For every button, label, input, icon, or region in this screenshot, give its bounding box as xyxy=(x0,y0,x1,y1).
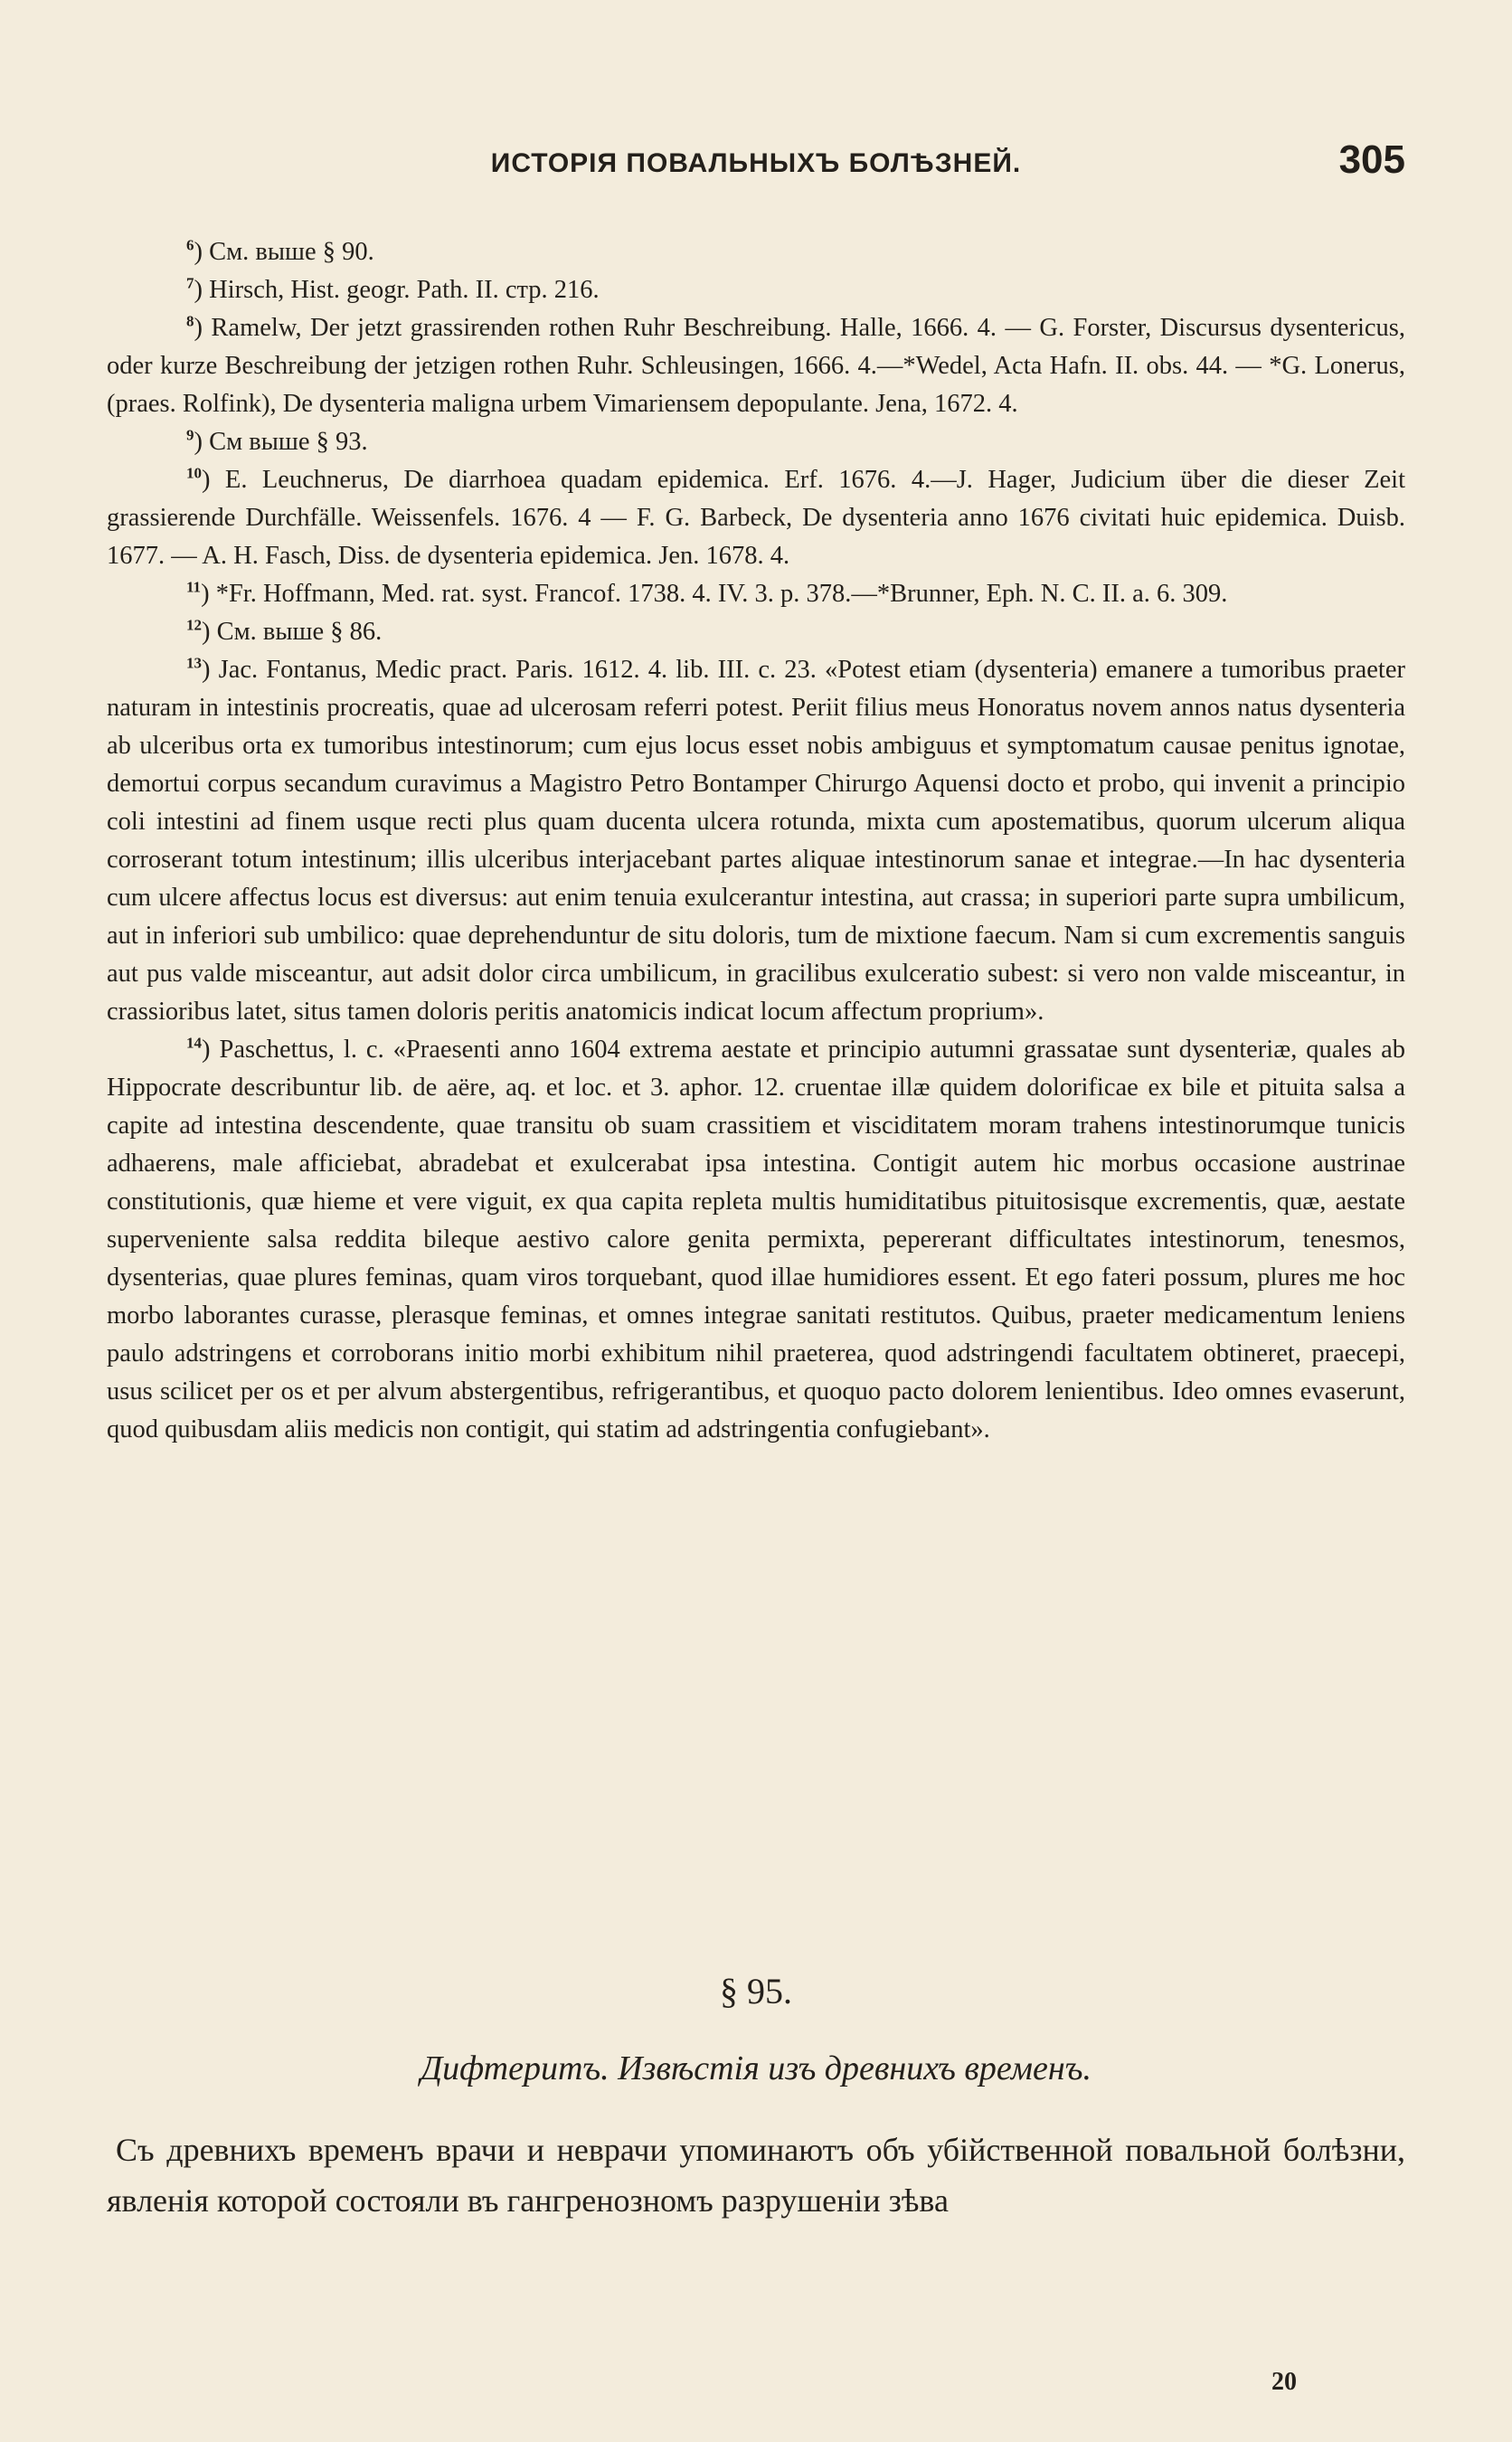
footnote-number: 9 xyxy=(186,426,194,444)
page-number: 305 xyxy=(1338,137,1405,182)
footnotes xyxy=(107,233,1405,1449)
footnote: $^{10}$) E. Leuchnerus, De diarrhoea quadam epidemica. Erf. 1676. 4.—J. Hager, Judicium über die dieser Zeit grassierende Durchfälle. Weissenfels. 1676. 4 — F. G. Barbeck, De dysenteria anno 1676 civitati huic epidemica. Duisb. 1677. — A. H. Fasch, Diss. de dysenteria epidemica. Jen. 1678. 4. xyxy=(107,464,1405,570)
signature-mark: 20 xyxy=(1271,2368,1297,2396)
footnote: $^{11}$) *Fr. Hoffmann, Med. rat. syst. Francof. 1738. 4. IV. 3. p. 378.—*Brunner, Eph. N. C. II. a. 6. 309. xyxy=(186,578,1228,608)
footnote-text: *Fr. Hoffmann, Med. rat. syst. Francof. 1738. 4. IV. 3. p. 378.—*Brunner, Eph. N. C. II. a. 6. 309. xyxy=(215,580,1228,608)
footnote-number: 10 xyxy=(186,464,202,482)
footnote: $^{12}$) См. выше § 86. xyxy=(186,616,383,646)
footnote: $^6$) См. выше § 90. xyxy=(186,236,374,266)
running-head: ИСТОРІЯ ПОВАЛЬНЫХЪ БОЛѢЗНЕЙ. xyxy=(490,148,1022,178)
footnote-text: См. выше § 90. xyxy=(209,238,374,266)
section-95 xyxy=(107,1970,1405,2226)
footnote: $^{14}$) Paschettus, l. c. «Praesenti anno 1604 extrema aestate et principio autumni grassatae sunt dysenteriæ, quales ab Hippocrate describuntur lib. de aëre, aq. et loc. et 3. aphor. 12. cruentae illæ quidem dolorificae ex bile et pituita salsa a capite ad intestina descendente, quae transitu ob suam crassitiem et visciditatem moram trahens intestinorumque tunicis adhaerens, male afficiebat, abradebat et exulcerabat ipsa intestina. Contigit autem hic morbus occasione austrinae constitutionis, quæ hieme et vere viguit, ex qua capita repleta multis humiditatibus pituitosisque excrementis, quæ, aestate superveniente salsa reddita bileque aestivo calore genita permixta, pepererant difficultates intestinorum, tenesmos, dysenterias, quae plures feminas, quam viros torquebant, quod illae humidiores essent. Et ego fateri possum, plures me hoc morbo laborantes curasse, plerasque feminas, et omnes integrae sanitati restitutos. Quibus, praeter medicamentum leniens paulo adstringens et corroborans initio morbi exhibitum nihil praeterea, quod adstringendi facultatem obtineret, praecepi, usus scilicet per os et per alvum abstergentibus, refrigerantibus, et quoquo pacto dolorem lenientibus. Ideo omnes evaserunt, quod quibusdam aliis medicis non contigit, qui statim ad adstringentia confugiebant». xyxy=(107,1034,1405,1443)
footnote-number: 8 xyxy=(186,312,194,330)
footnote-text: E. Leuchnerus, De diarrhoea quadam epidemica. Erf. 1676. 4.—J. Hager, Judicium über die dieser Zeit grassierende Durchfälle. Weissenfels. 1676. 4 — F. G. Barbeck, De dysenteria anno 1676 civitati huic epidemica. Duisb. 1677. — A. H. Fasch, Diss. de dysenteria epidemica. Jen. 1678. 4. xyxy=(107,466,1405,570)
footnote-number: 14 xyxy=(186,1034,202,1052)
footnote: $^9$) См выше § 93. xyxy=(186,426,368,456)
footnote-number: 12 xyxy=(186,616,202,634)
section-body: Съ древнихъ временъ врачи и неврачи упоминаютъ объ убійственной повальной болѣзни, явленія которой состояли въ гангренозномъ разрушеніи зѣва xyxy=(107,2132,1405,2219)
footnote-text: См. выше § 86. xyxy=(216,618,383,646)
footnote-text: Paschettus, l. c. «Praesenti anno 1604 extrema aestate et principio autumni grassatae sunt dysenteriæ, quales ab Hippocrate describuntur lib. de aëre, aq. et loc. et 3. aphor. 12. cruentae illæ quidem dolorificae ex bile et pituita salsa a capite ad intestina descendente, quae transitu ob suam crassitiem et visciditatem moram trahens intestinorumque tunicis adhaerens, male afficiebat, abradebat et exulcerabat ipsa intestina. Contigit autem hic morbus occasione austrinae constitutionis, quæ hieme et vere viguit, ex qua capita repleta multis humiditatibus pituitosisque excrementis, quæ, aestate superveniente salsa reddita bileque aestivo calore genita permixta, pepererant difficultates intestinorum, tenesmos, dysenterias, quae plures feminas, quam viros torquebant, quod illae humidiores essent. Et ego fateri possum, plures me hoc morbo laborantes curasse, plerasque feminas, et omnes integrae sanitati restitutos. Quibus, praeter medicamentum leniens paulo adstringens et corroborans initio morbi exhibitum nihil praeterea, quod adstringendi facultatem obtineret, praecepi, usus scilicet per os et per alvum abstergentibus, refrigerantibus, et quoquo pacto dolorem lenientibus. Ideo omnes evaserunt, quod quibusdam aliis medicis non contigit, qui statim ad adstringentia confugiebant». xyxy=(107,1036,1405,1443)
footnote-number: 13 xyxy=(186,654,202,672)
footnote-text: Jac. Fontanus, Medic pract. Paris. 1612. 4. lib. III. c. 23. «Potest etiam (dysenteria) emanere a tumoribus praeter naturam in intestinis procreatis, quae ad ulcerosam referri potest. Periit filius meus Honoratus novem annos natus dysenteria ab ulceribus orta ex tumoribus intestinorum; cum ejus locus esset nobis ambiguus et symptomatum causae penitus ignotae, demortui corpus secandum curavimus a Magistro Petro Bontamper Chirurgo Aquensi docto et probo, qui invenit a principio coli intestini ad finem usque recti plus quam ducenta ulcera rotunda, mixta cum apostematibus, quorum ulcerum aliqua corroserant totum intestinum; illis ulceribus interjacebant partes aliquae intestinorum sanae et integrae.—In hac dysenteria cum ulcere affectus locus est diversus: aut enim tenuia exulcerantur intestina, aut crassa; in superiori parte supra umbilicum, aut in inferiori sub umbilico: quae deprehenduntur de situ doloris, tum de mixtione faecum. Nam si cum excrementis sanguis aut pus valde misceantur, aut adsit dolor circa umbilicum, in gracilibus exulceratio subest: si vero non valde misceantur, in crassioribus latet, situs tamen doloris peritis anatomicis indicat locum affectum proprium». xyxy=(107,656,1405,1026)
footnote-number: 7 xyxy=(186,274,194,292)
footnote: $^8$) Ramelw, Der jetzt grassirenden rothen Ruhr Beschreibung. Halle, 1666. 4. — G. Forster, Discursus dysentericus, oder kurze Beschreibung der jetzigen rothen Ruhr. Schleusingen, 1666. 4.—*Wedel, Acta Hafn. II. obs. 44. — *G. Lonerus, (praes. Rolfink), De dysenteria maligna urbem Vimariensem depopulante. Jena, 1672. 4. xyxy=(107,312,1405,418)
footnote-text: См выше § 93. xyxy=(209,428,368,456)
page-header xyxy=(107,137,1405,192)
section-number: § 95. xyxy=(720,1971,792,2011)
footnote-text: Hirsch, Hist. geogr. Path. II. стр. 216. xyxy=(209,276,600,304)
footnote-number: 11 xyxy=(186,578,202,596)
footnote-number: 6 xyxy=(186,236,194,254)
footnote-text: Ramelw, Der jetzt grassirenden rothen Ruhr Beschreibung. Halle, 1666. 4. — G. Forster, Discursus dysentericus, oder kurze Beschreibung der jetzigen rothen Ruhr. Schleusingen, 1666. 4.—*Wedel, Acta Hafn. II. obs. 44. — *G. Lonerus, (praes. Rolfink), De dysenteria maligna urbem Vimariensem depopulante. Jena, 1672. 4. xyxy=(107,314,1405,418)
footnote: $^7$) Hirsch, Hist. geogr. Path. II. стр. 216. xyxy=(186,274,600,304)
footnote: $^{13}$) Jac. Fontanus, Medic pract. Paris. 1612. 4. lib. III. c. 23. «Potest etiam (dysenteria) emanere a tumoribus praeter naturam in intestinis procreatis, quae ad ulcerosam referri potest. Periit filius meus Honoratus novem annos natus dysenteria ab ulceribus orta ex tumoribus intestinorum; cum ejus locus esset nobis ambiguus et symptomatum causae penitus ignotae, demortui corpus secandum curavimus a Magistro Petro Bontamper Chirurgo Aquensi docto et probo, qui invenit a principio coli intestini ad finem usque recti plus quam ducenta ulcera rotunda, mixta cum apostematibus, quorum ulcerum aliqua corroserant totum intestinum; illis ulceribus interjacebant partes aliquae intestinorum sanae et integrae.—In hac dysenteria cum ulcere affectus locus est diversus: aut enim tenuia exulcerantur intestina, aut crassa; in superiori parte supra umbilicum, aut in inferiori sub umbilico: quae deprehenduntur de situ doloris, tum de mixtione faecum. Nam si cum excrementis sanguis aut pus valde misceantur, aut adsit dolor circa umbilicum, in gracilibus exulceratio subest: si vero non valde misceantur, in crassioribus latet, situs tamen doloris peritis anatomicis indicat locum affectum proprium». xyxy=(107,654,1405,1026)
section-title: Дифтеритъ. Извѣстія изъ древнихъ временъ. xyxy=(420,2049,1091,2087)
